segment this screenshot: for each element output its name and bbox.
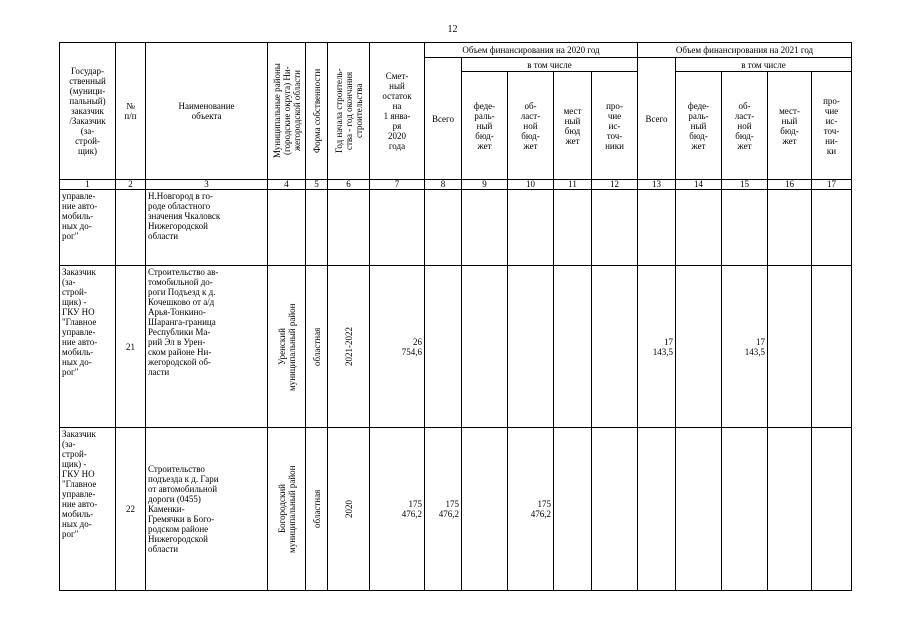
col-number: 9 bbox=[462, 180, 508, 190]
row-object-name: Строительство ав- томобильной до- роги Подъезд к д. Кочешково от а/д Арья-Тонкино- Шаранга-граница Республики Ма- рий Эл в Урен- ском районе Ни- жегородской об- ласти bbox=[146, 266, 268, 428]
row-estimate: 175 476,2 bbox=[370, 428, 425, 591]
col-number: 10 bbox=[508, 180, 554, 190]
row-other-2021 bbox=[812, 428, 852, 591]
row-customer: Заказчик (за- строй- щик) - ГКУ НО "Главное управле- ние авто- мобиль- ных до- рог" bbox=[60, 428, 116, 591]
header-customer: Государ- ственный (муници- пальный) заказчик /Заказчик (за- строй- щик) bbox=[60, 43, 116, 180]
row-local-2020 bbox=[554, 428, 592, 591]
page-number: 12 bbox=[447, 24, 458, 35]
col-number: 6 bbox=[328, 180, 370, 190]
row-regional-2021 bbox=[722, 428, 768, 591]
row-num: 21 bbox=[116, 266, 146, 428]
row-years bbox=[328, 190, 370, 266]
row-other-2020 bbox=[592, 266, 638, 428]
header-regional-2020: об- ласт- ной бюд- жет bbox=[508, 72, 554, 180]
row-customer: управле- ние авто- мобиль- ных до- рог" bbox=[60, 190, 116, 266]
row-years: 2021-2022 bbox=[343, 327, 354, 366]
row-ownership: областная bbox=[311, 489, 322, 529]
row-total-2021: 17 143,5 bbox=[638, 266, 676, 428]
row-district: Уренский муниципальный район bbox=[276, 302, 297, 391]
header-federal-2020: феде- раль- ный бюд- жет bbox=[462, 72, 508, 180]
row-federal-2020 bbox=[462, 428, 508, 591]
row-ownership: областная bbox=[311, 327, 322, 366]
row-regional-2020 bbox=[508, 266, 554, 428]
col-number: 4 bbox=[268, 180, 306, 190]
row-local-2020 bbox=[554, 190, 592, 266]
col-number: 11 bbox=[554, 180, 592, 190]
row-other-2020 bbox=[592, 428, 638, 591]
header-federal-2021: феде- раль- ный бюд- жет bbox=[676, 72, 722, 180]
row-federal-2020 bbox=[462, 266, 508, 428]
header-fin-2021: Объем финансирования на 2021 год bbox=[638, 43, 852, 58]
row-regional-2021: 17 143,5 bbox=[722, 266, 768, 428]
col-number: 16 bbox=[768, 180, 812, 190]
financing-table bbox=[59, 42, 852, 591]
row-ownership bbox=[306, 190, 328, 266]
row-local-2021 bbox=[768, 190, 812, 266]
row-total-2020 bbox=[425, 190, 462, 266]
col-number: 5 bbox=[306, 180, 328, 190]
header-num: № п/п bbox=[116, 43, 146, 180]
row-district: Богородский муниципальный район bbox=[276, 465, 297, 553]
header-total-2021: Всего bbox=[638, 58, 676, 180]
col-number: 17 bbox=[812, 180, 852, 190]
row-other-2021 bbox=[812, 266, 852, 428]
row-federal-2021 bbox=[676, 190, 722, 266]
row-district bbox=[268, 190, 306, 266]
table-row bbox=[60, 266, 852, 428]
row-regional-2020 bbox=[508, 190, 554, 266]
row-total-2020: 175 476,2 bbox=[425, 428, 462, 591]
col-number: 8 bbox=[425, 180, 462, 190]
col-number: 15 bbox=[722, 180, 768, 190]
row-years: 2020 bbox=[343, 500, 354, 518]
column-numbers-row bbox=[60, 180, 852, 190]
row-customer: Заказчик (за- строй- щик) - ГКУ НО "Главное управле- ние авто- мобиль- ных до- рог" bbox=[60, 266, 116, 428]
col-number: 12 bbox=[592, 180, 638, 190]
row-object-name: Строительство подъезда к д. Гари от автомобильной дороги (0455) Каменки- Гремячки в Бого- родском районе Нижегородской области bbox=[146, 428, 268, 591]
row-local-2021 bbox=[768, 266, 812, 428]
col-number: 13 bbox=[638, 180, 676, 190]
header-fin-2020: Объем финансирования на 2020 год bbox=[425, 43, 638, 58]
table-row bbox=[60, 428, 852, 591]
table-row bbox=[60, 190, 852, 266]
row-local-2020 bbox=[554, 266, 592, 428]
header-ownership: Форма собственности bbox=[311, 68, 322, 154]
row-total-2021 bbox=[638, 190, 676, 266]
header-total-2020: Всего bbox=[425, 58, 462, 180]
header-incl-2020: в том числе bbox=[462, 58, 638, 72]
row-regional-2020: 175 476,2 bbox=[508, 428, 554, 591]
row-total-2021 bbox=[638, 428, 676, 591]
row-federal-2021 bbox=[676, 266, 722, 428]
row-federal-2021 bbox=[676, 428, 722, 591]
header-other-2020: про- чие ис- точ- ники bbox=[592, 72, 638, 180]
header-local-2020: мест ный бюд жет bbox=[554, 72, 592, 180]
row-regional-2021 bbox=[722, 190, 768, 266]
header-estimate: Смет- ный остаток на 1 янва- ря 2020 года bbox=[370, 43, 425, 180]
header-local-2021: мест- ный бюд- жет bbox=[768, 72, 812, 180]
row-object-name: Н.Новгород в го- роде областного значения Чкаловск Нижегородской области bbox=[146, 190, 268, 266]
col-number: 3 bbox=[146, 180, 268, 190]
header-incl-2021: в том числе bbox=[676, 58, 852, 72]
row-local-2021 bbox=[768, 428, 812, 591]
row-total-2020 bbox=[425, 266, 462, 428]
header-object-name: Наименование объекта bbox=[146, 43, 268, 180]
col-number: 2 bbox=[116, 180, 146, 190]
row-num bbox=[116, 190, 146, 266]
header-regional-2021: об- ласт- ной бюд- жет bbox=[722, 72, 768, 180]
row-estimate: 26 754,6 bbox=[370, 266, 425, 428]
col-number: 1 bbox=[60, 180, 116, 190]
col-number: 14 bbox=[676, 180, 722, 190]
row-estimate bbox=[370, 190, 425, 266]
header-districts: Муниципальные районы (городские округа) Ни- жегородской области bbox=[271, 63, 302, 159]
row-other-2020 bbox=[592, 190, 638, 266]
header-other-2021: про- чие ис- точ- ни- ки bbox=[812, 72, 852, 180]
row-federal-2020 bbox=[462, 190, 508, 266]
row-other-2021 bbox=[812, 190, 852, 266]
col-number: 7 bbox=[370, 180, 425, 190]
row-num: 22 bbox=[116, 428, 146, 591]
header-years: Год начала строитель- ства - год окончания строительства bbox=[333, 68, 364, 154]
